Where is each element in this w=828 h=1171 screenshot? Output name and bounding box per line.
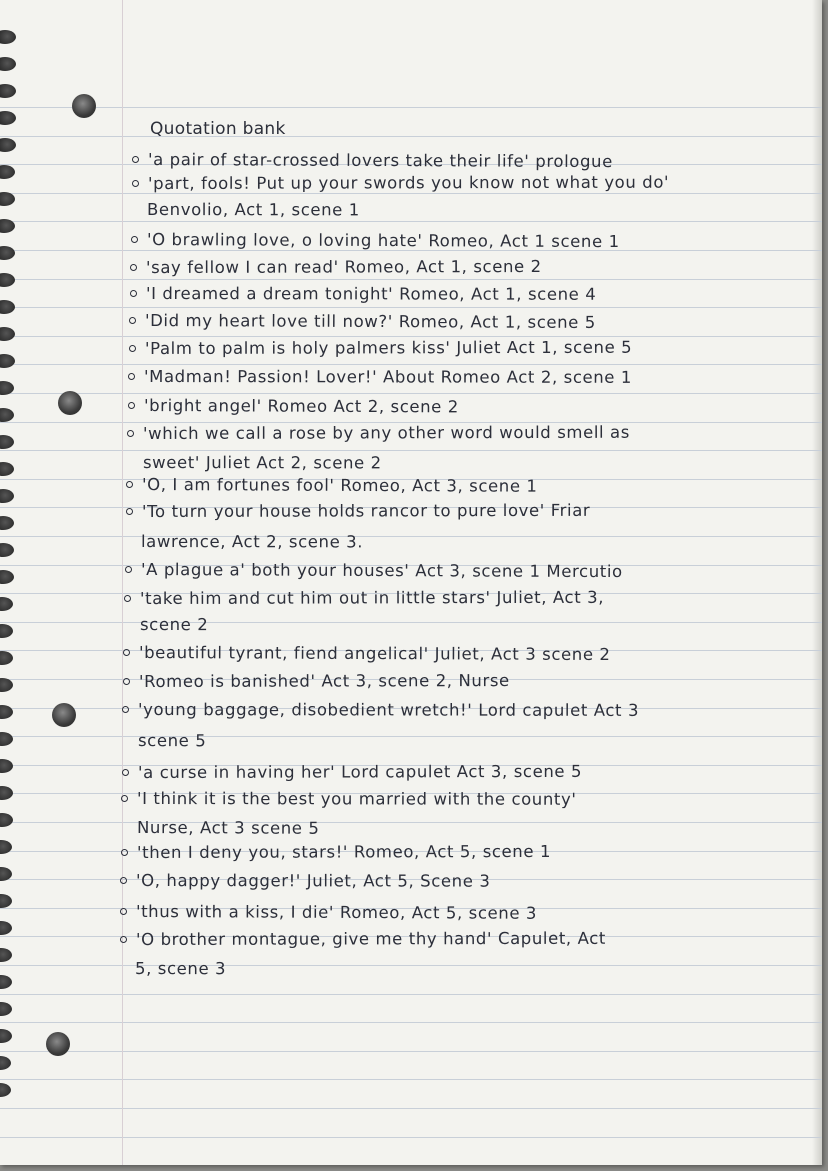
bullet-point <box>128 402 135 409</box>
quote-line: 'O, happy dagger!' Juliet, Act 5, Scene 3 <box>135 871 491 891</box>
bullet-point <box>130 290 137 297</box>
bullet-point <box>122 706 129 713</box>
quote-line: 'young baggage, disobedient wretch!' Lord capulet Act 3 <box>137 700 640 720</box>
bullet-point <box>127 430 134 437</box>
quote-line: 'Romeo is banished' Act 3, scene 2, Nurse <box>138 671 510 691</box>
bullet-point <box>132 156 139 163</box>
bullet-point <box>130 264 137 271</box>
quote-line: 'Madman! Passion! Lover!' About Romeo Act 2, scene 1 <box>143 367 633 387</box>
bullet-point <box>120 936 127 943</box>
bullet-point <box>123 649 130 656</box>
quote-line: 'then I deny you, stars!' Romeo, Act 5, scene 1 <box>136 841 552 862</box>
bullet-point <box>126 508 133 515</box>
quote-line: 'O brawling love, o loving hate' Romeo, Act 1 scene 1 <box>146 230 620 252</box>
bullet-point <box>120 908 127 915</box>
bullet-point <box>123 678 130 685</box>
bullet-point <box>126 481 133 488</box>
bullet-point <box>121 795 128 802</box>
quote-continuation-line: Benvolio, Act 1, scene 1 <box>146 200 360 220</box>
bullet-point <box>125 566 132 573</box>
quote-line: 'O brother montague, give me thy hand' Capulet, Act <box>135 928 606 949</box>
quote-line: 'To turn your house holds rancor to pure love' Friar <box>141 500 591 521</box>
quote-continuation-line: sweet' Juliet Act 2, scene 2 <box>142 453 382 473</box>
quote-line: 'beautiful tyrant, fiend angelical' Juliet, Act 3 scene 2 <box>138 643 611 665</box>
bullet-point <box>122 769 129 776</box>
bullet-point <box>124 595 131 602</box>
bullet-point <box>129 317 136 324</box>
quote-line: 'part, fools! Put up your swords you know not what you do' <box>147 172 670 193</box>
quote-line: 'thus with a kiss, I die' Romeo, Act 5, scene 3 <box>135 902 538 923</box>
bullet-point <box>121 849 128 856</box>
quote-line: 'a pair of star-crossed lovers take their life' prologue <box>147 150 613 172</box>
quote-line: 'bright angel' Romeo Act 2, scene 2 <box>143 396 459 417</box>
quote-line: 'A plague a' both your houses' Act 3, scene 1 Mercutio <box>140 560 623 582</box>
quote-continuation-line: Nurse, Act 3 scene 5 <box>136 818 320 838</box>
bullet-point <box>132 180 139 187</box>
quote-line: 'a curse in having her' Lord capulet Act 3, scene 5 <box>137 761 583 782</box>
quote-line: 'which we call a rose by any other word would smell as <box>142 422 630 443</box>
quote-continuation-line: lawrence, Act 2, scene 3. <box>140 532 364 552</box>
quote-continuation-line: 5, scene 3 <box>134 959 227 979</box>
bullet-point <box>128 373 135 380</box>
quote-continuation-line: scene 5 <box>137 731 207 751</box>
quote-line: 'take him and cut him out in little stars' Juliet, Act 3, <box>139 587 605 608</box>
bullet-point <box>129 345 136 352</box>
bullet-point <box>131 236 138 243</box>
quote-continuation-line: scene 2 <box>139 615 209 635</box>
quote-line: 'say fellow I can read' Romeo, Act 1, scene 2 <box>145 256 542 277</box>
bullet-point <box>120 877 127 884</box>
quote-line: 'I think it is the best you married with the county' <box>136 789 577 809</box>
quote-line: 'I dreamed a dream tonight' Romeo, Act 1, scene 4 <box>145 284 597 304</box>
quote-line: 'Palm to palm is holy palmers kiss' Juliet Act 1, scene 5 <box>144 337 633 358</box>
page-title: Quotation bank <box>150 119 286 139</box>
quote-line: 'O, I am fortunes fool' Romeo, Act 3, scene 1 <box>141 475 538 496</box>
quote-line: 'Did my heart love till now?' Romeo, Act 1, scene 5 <box>144 311 596 332</box>
